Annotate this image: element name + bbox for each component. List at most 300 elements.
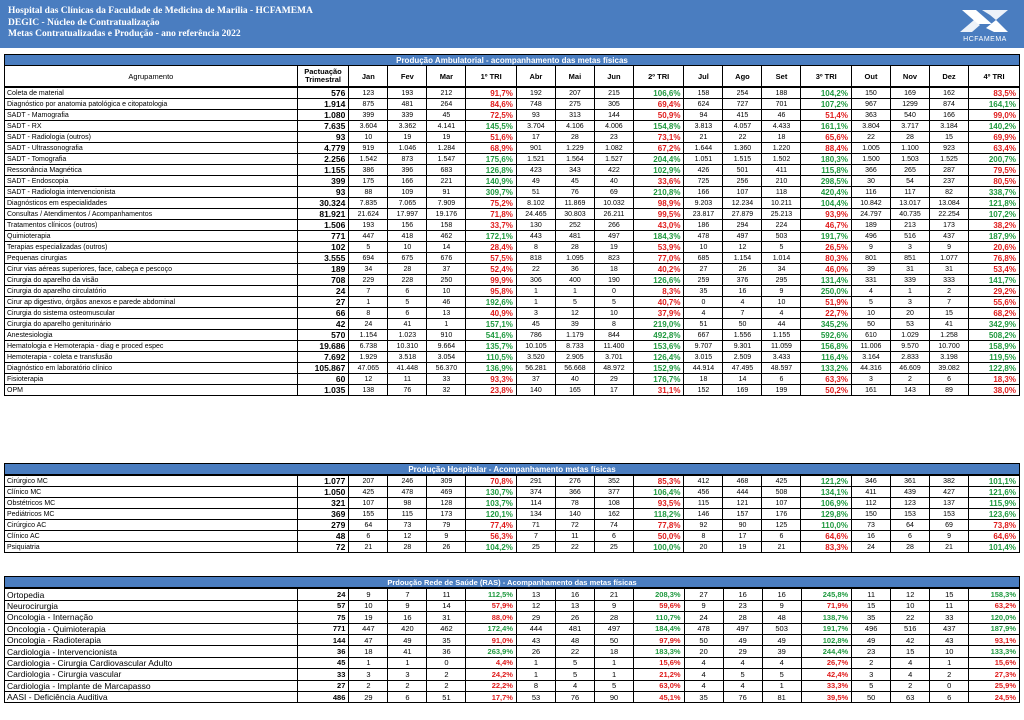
month-value: 1.154	[349, 330, 388, 341]
month-value: 275	[555, 99, 594, 110]
month-value: 5	[555, 297, 594, 308]
quarter-percent: 33,7%	[466, 220, 517, 231]
month-value: 4.433	[762, 121, 801, 132]
quarter-percent: 95,8%	[466, 286, 517, 297]
month-value: 12	[388, 531, 427, 542]
month-value: 92	[684, 520, 723, 531]
quarter-percent: 121,6%	[969, 487, 1020, 498]
quarter-percent: 67,2%	[633, 143, 684, 154]
month-value: 250	[427, 275, 466, 286]
month-value: 19	[349, 612, 388, 623]
month-value: 39	[555, 319, 594, 330]
month-value: 15	[930, 132, 969, 143]
month-value: 140	[516, 385, 555, 396]
month-value: 4	[723, 680, 762, 691]
month-value: 503	[762, 231, 801, 242]
pactuacao-value: 66	[297, 308, 349, 319]
month-value: 162	[594, 509, 633, 520]
month-value: 361	[891, 475, 930, 487]
month-value: 28	[723, 612, 762, 623]
month-value: 115	[388, 509, 427, 520]
quarter-percent: 40,9%	[466, 308, 517, 319]
quarter-percent: 140,9%	[466, 176, 517, 187]
month-value: 9	[762, 286, 801, 297]
month-value: 377	[594, 487, 633, 498]
month-value: 2	[930, 286, 969, 297]
month-value: 49	[762, 634, 801, 645]
month-value: 333	[930, 275, 969, 286]
quarter-percent: 18,3%	[969, 374, 1020, 385]
quarter-percent: 184,4%	[634, 623, 685, 634]
month-value: 3	[851, 374, 890, 385]
month-value: 23.817	[684, 209, 723, 220]
quarter-percent: 154,8%	[633, 121, 684, 132]
month-value: 33	[427, 374, 466, 385]
month-value: 1	[595, 657, 634, 668]
month-value: 516	[891, 231, 930, 242]
month-value: 137	[930, 498, 969, 509]
quarter-percent: 110,7%	[634, 612, 685, 623]
quarter-percent: 152,9%	[633, 363, 684, 374]
month-value: 48.972	[594, 363, 633, 374]
table-row	[5, 330, 1020, 341]
month-value: 51	[684, 319, 723, 330]
month-value: 875	[349, 99, 388, 110]
month-value: 22.254	[930, 209, 969, 220]
table-row	[5, 319, 1020, 330]
month-value: 50	[851, 319, 890, 330]
month-value: 9	[595, 600, 634, 611]
month-value: 420	[388, 623, 427, 634]
month-value: 1.154	[723, 253, 762, 264]
column-header-dez: Dez	[930, 66, 969, 88]
quarter-percent: 33,3%	[801, 680, 852, 691]
month-value: 8.102	[516, 198, 555, 209]
quarter-percent: 99,9%	[466, 275, 517, 286]
month-value: 22	[891, 612, 930, 623]
month-value: 9.664	[427, 341, 466, 352]
table-row	[5, 209, 1020, 220]
month-value: 16	[723, 588, 762, 600]
month-value: 15	[852, 600, 891, 611]
month-value: 76	[556, 691, 595, 702]
quarter-percent: 31,1%	[633, 385, 684, 396]
month-value: 14	[427, 242, 466, 253]
pactuacao-value: 4.779	[297, 143, 349, 154]
table-row	[5, 363, 1020, 374]
month-value: 516	[891, 623, 930, 634]
month-value: 851	[891, 253, 930, 264]
month-value: 1.179	[555, 330, 594, 341]
month-value: 468	[723, 475, 762, 487]
month-value: 276	[555, 475, 594, 487]
month-value: 4	[891, 669, 930, 680]
month-value: 24	[349, 319, 388, 330]
month-value: 224	[762, 220, 801, 231]
month-value: 153	[891, 509, 930, 520]
month-value: 188	[762, 87, 801, 99]
month-value: 36	[555, 264, 594, 275]
quarter-percent: 59,6%	[634, 600, 685, 611]
month-value: 2	[930, 669, 969, 680]
month-value: 40.735	[891, 209, 930, 220]
month-value: 30	[851, 176, 890, 187]
month-value: 15	[930, 308, 969, 319]
month-value: 1.542	[349, 154, 388, 165]
quarter-percent: 64,6%	[969, 531, 1020, 542]
month-value: 19.176	[427, 209, 466, 220]
month-value: 873	[388, 154, 427, 165]
quarter-percent: 20,6%	[969, 242, 1020, 253]
month-value: 427	[930, 487, 969, 498]
month-value: 45	[555, 176, 594, 187]
row-label: Diagnóstico em laboratório clínico	[5, 363, 298, 374]
pactuacao-value: 1.506	[297, 220, 349, 231]
quarter-percent: 298,5%	[801, 176, 852, 187]
month-value: 3	[349, 669, 388, 680]
metas-table	[4, 576, 1020, 703]
month-value: 701	[762, 99, 801, 110]
row-label: Diagnósticos em especialidades	[5, 198, 298, 209]
month-value: 8	[594, 319, 633, 330]
month-value: 844	[594, 330, 633, 341]
month-value: 19	[427, 132, 466, 143]
month-value: 26	[556, 612, 595, 623]
month-value: 37	[516, 374, 555, 385]
pactuacao-value: 1.077	[297, 475, 349, 487]
hcfamema-logo	[952, 6, 1018, 44]
quarter-percent: 15,6%	[634, 657, 685, 668]
quarter-percent: 176,7%	[633, 374, 684, 385]
quarter-percent: 130,7%	[466, 487, 517, 498]
month-value: 41	[388, 646, 427, 657]
quarter-percent: 57,9%	[466, 600, 517, 611]
quarter-percent: 101,4%	[969, 542, 1020, 553]
column-header-jul: Jul	[684, 66, 723, 88]
month-value: 3.604	[349, 121, 388, 132]
month-value: 2.509	[723, 352, 762, 363]
quarter-percent: 97,9%	[634, 634, 685, 645]
quarter-percent: 38,0%	[969, 385, 1020, 396]
month-value: 50	[723, 319, 762, 330]
quarter-percent: 23,8%	[466, 385, 517, 396]
month-value: 4.106	[555, 121, 594, 132]
month-value: 153	[930, 509, 969, 520]
month-value: 17	[516, 132, 555, 143]
quarter-percent: 21,2%	[634, 669, 685, 680]
month-value: 1.077	[930, 253, 969, 264]
month-value: 43	[930, 634, 969, 645]
quarter-percent: 63,2%	[969, 600, 1020, 611]
row-label: Cirurgia do aparelho geniturinário	[5, 319, 298, 330]
month-value: 748	[516, 99, 555, 110]
quarter-percent: 40,2%	[633, 264, 684, 275]
pactuacao-value: 7.692	[297, 352, 349, 363]
month-value: 13.017	[891, 198, 930, 209]
month-value: 228	[388, 275, 427, 286]
month-value: 9.301	[723, 341, 762, 352]
table-row	[5, 691, 1020, 702]
month-value: 93	[516, 110, 555, 121]
month-value: 50	[684, 634, 723, 645]
month-value: 17.997	[388, 209, 427, 220]
month-value: 874	[930, 99, 969, 110]
month-value: 10.032	[594, 198, 633, 209]
row-label: Hematologia e Hemoterapia - diag e proced espec	[5, 341, 298, 352]
month-value: 1.360	[723, 143, 762, 154]
column-header-ago: Ago	[723, 66, 762, 88]
month-value: 9.570	[891, 341, 930, 352]
quarter-percent: 192,6%	[466, 297, 517, 308]
quarter-percent: 244,4%	[801, 646, 852, 657]
month-value: 82	[930, 187, 969, 198]
pactuacao-value: 189	[297, 264, 349, 275]
month-value: 1.556	[723, 330, 762, 341]
month-value: 16	[762, 588, 801, 600]
quarter-percent: 119,5%	[969, 352, 1020, 363]
quarter-percent: 129,8%	[801, 509, 852, 520]
month-value: 4	[684, 669, 723, 680]
quarter-percent: 68,2%	[969, 308, 1020, 319]
quarter-percent: 72,5%	[466, 110, 517, 121]
pactuacao-value: 486	[297, 691, 349, 702]
month-value: 13	[516, 588, 555, 600]
month-value: 76	[555, 187, 594, 198]
quarter-percent: 200,7%	[969, 154, 1020, 165]
quarter-percent: 64,6%	[801, 531, 852, 542]
row-label: Obstétricos MC	[5, 498, 298, 509]
row-label: Psiquiatria	[5, 542, 298, 553]
month-value: 91	[427, 187, 466, 198]
month-value: 176	[762, 509, 801, 520]
quarter-percent: 63,4%	[969, 143, 1020, 154]
month-value: 1.644	[684, 143, 723, 154]
month-value: 46	[762, 110, 801, 121]
table-row	[5, 154, 1020, 165]
month-value: 21	[684, 132, 723, 143]
month-value: 158	[684, 87, 723, 99]
quarter-percent: 37,9%	[633, 308, 684, 319]
month-value: 3.362	[388, 121, 427, 132]
month-value: 366	[555, 487, 594, 498]
month-value: 801	[851, 253, 890, 264]
quarter-percent: 184,3%	[633, 231, 684, 242]
month-value: 1.100	[891, 143, 930, 154]
quarter-percent: 172,1%	[466, 231, 517, 242]
month-value: 40	[594, 176, 633, 187]
row-label: Cardiologia - Cirurgia Cardiovascular Adulto	[5, 657, 298, 668]
column-header-jun: Jun	[594, 66, 633, 88]
month-value: 818	[516, 253, 555, 264]
month-value: 10	[594, 308, 633, 319]
month-value: 47	[349, 634, 388, 645]
month-value: 10	[388, 242, 427, 253]
section-title: Produção Ambulatorial - acompanhamento das metas físicas	[5, 55, 1020, 66]
month-value: 24.797	[851, 209, 890, 220]
row-label: Oncologia - Quimioterapia	[5, 623, 298, 634]
month-value: 74	[594, 520, 633, 531]
month-value: 89	[930, 385, 969, 396]
row-label: Clínico AC	[5, 531, 298, 542]
table-row	[5, 680, 1020, 691]
month-value: 1.029	[891, 330, 930, 341]
quarter-percent: 156,8%	[801, 341, 852, 352]
month-value: 18	[594, 264, 633, 275]
month-value: 18	[762, 132, 801, 143]
column-header-t3: 3º TRI	[801, 66, 852, 88]
month-value: 49	[388, 634, 427, 645]
month-value: 305	[594, 99, 633, 110]
month-value: 2	[427, 680, 466, 691]
pactuacao-value: 369	[297, 509, 349, 520]
month-value: 456	[684, 487, 723, 498]
month-value: 11	[388, 374, 427, 385]
month-value: 29	[349, 691, 388, 702]
month-value: 12	[555, 308, 594, 319]
month-value: 266	[594, 220, 633, 231]
month-value: 1.527	[594, 154, 633, 165]
month-value: 1.082	[594, 143, 633, 154]
quarter-percent: 4,4%	[466, 657, 517, 668]
table-row	[5, 165, 1020, 176]
month-value: 1	[388, 657, 427, 668]
table-row	[5, 542, 1020, 553]
month-value: 71	[516, 520, 555, 531]
month-value: 115	[684, 498, 723, 509]
table-row	[5, 264, 1020, 275]
quarter-percent: 592,6%	[801, 330, 852, 341]
month-value: 4	[684, 680, 723, 691]
month-value: 150	[851, 509, 890, 520]
table-row	[5, 121, 1020, 132]
month-value: 28	[388, 264, 427, 275]
table-row	[5, 487, 1020, 498]
month-value: 63	[891, 691, 930, 702]
table-row	[5, 475, 1020, 487]
row-label: Ortopedia	[5, 588, 298, 600]
month-value: 265	[891, 165, 930, 176]
month-value: 166	[930, 110, 969, 121]
pactuacao-value: 72	[297, 542, 349, 553]
section-ambulatorial	[4, 54, 1020, 396]
month-value: 10.211	[762, 198, 801, 209]
header-line-institution: Hospital das Clínicas da Faculdade de Medicina de Marília - HCFAMEMA	[8, 6, 313, 16]
row-label: Cirurgia do aparelho circulatório	[5, 286, 298, 297]
month-value: 7	[388, 588, 427, 600]
month-value: 186	[684, 220, 723, 231]
quarter-percent: 93,9%	[801, 209, 852, 220]
month-value: 415	[723, 110, 762, 121]
month-value: 1	[516, 286, 555, 297]
month-value: 287	[930, 165, 969, 176]
month-value: 146	[684, 509, 723, 520]
quarter-percent: 51,6%	[466, 132, 517, 143]
month-value: 4	[851, 286, 890, 297]
month-value: 27	[684, 588, 723, 600]
quarter-percent: 69,4%	[633, 99, 684, 110]
quarter-percent: 69,9%	[969, 132, 1020, 143]
quarter-percent: 245,8%	[801, 588, 852, 600]
quarter-percent: 40,7%	[633, 297, 684, 308]
quarter-percent: 17,7%	[466, 691, 517, 702]
month-value: 25.213	[762, 209, 801, 220]
month-value: 624	[684, 99, 723, 110]
month-value: 26	[516, 646, 555, 657]
month-value: 501	[723, 165, 762, 176]
quarter-percent: 110,5%	[466, 352, 517, 363]
month-value: 478	[388, 487, 427, 498]
month-value: 36	[427, 646, 466, 657]
month-value: 25	[516, 542, 555, 553]
quarter-percent: 22,2%	[466, 680, 517, 691]
month-value: 676	[427, 253, 466, 264]
month-value: 107	[723, 187, 762, 198]
pactuacao-value: 48	[297, 531, 349, 542]
pactuacao-value: 27	[297, 680, 349, 691]
quarter-percent: 53,4%	[969, 264, 1020, 275]
column-header-group: Agrupamento	[5, 66, 298, 88]
month-value: 207	[555, 87, 594, 99]
month-value: 1.502	[762, 154, 801, 165]
month-value: 123	[349, 87, 388, 99]
month-value: 21	[762, 542, 801, 553]
table-row	[5, 297, 1020, 308]
month-value: 3	[891, 297, 930, 308]
pactuacao-value: 1.050	[297, 487, 349, 498]
quarter-percent: 187,9%	[969, 623, 1020, 634]
month-value: 967	[851, 99, 890, 110]
month-value: 30.803	[555, 209, 594, 220]
quarter-percent: 26,5%	[801, 242, 852, 253]
quarter-percent: 191,7%	[801, 623, 852, 634]
quarter-percent: 138,7%	[801, 612, 852, 623]
month-value: 496	[851, 231, 890, 242]
month-value: 497	[723, 231, 762, 242]
quarter-percent: 51,4%	[801, 110, 852, 121]
month-value: 1	[427, 319, 466, 330]
quarter-percent: 180,3%	[801, 154, 852, 165]
pactuacao-value: 93	[297, 132, 349, 143]
table-row	[5, 308, 1020, 319]
pactuacao-value: 19.686	[297, 341, 349, 352]
month-value: 118	[762, 187, 801, 198]
month-value: 346	[851, 475, 890, 487]
month-value: 215	[594, 87, 633, 99]
month-value: 4	[556, 680, 595, 691]
month-value: 0	[594, 286, 633, 297]
month-value: 1.095	[555, 253, 594, 264]
quarter-percent: 71,8%	[466, 209, 517, 220]
quarter-percent: 84,6%	[466, 99, 517, 110]
row-label: Cirur ap digestivo, órgãos anexos e parede abdominal	[5, 297, 298, 308]
quarter-percent: 112,5%	[466, 588, 517, 600]
pactuacao-value: 36	[297, 646, 349, 657]
row-label: Hemoterapia - coleta e transfusão	[5, 352, 298, 363]
section-hospitalar	[4, 463, 1020, 553]
quarter-percent: 136,9%	[466, 363, 517, 374]
quarter-percent: 121,2%	[801, 475, 852, 487]
month-value: 5	[851, 297, 890, 308]
month-value: 193	[349, 220, 388, 231]
month-value: 50	[852, 691, 891, 702]
month-value: 12	[516, 600, 555, 611]
month-value: 79	[427, 520, 466, 531]
month-value: 3.015	[684, 352, 723, 363]
row-label: SADT - Endoscopia	[5, 176, 298, 187]
month-value: 192	[516, 87, 555, 99]
month-value: 1.051	[684, 154, 723, 165]
quarter-percent: 122,8%	[969, 363, 1020, 374]
